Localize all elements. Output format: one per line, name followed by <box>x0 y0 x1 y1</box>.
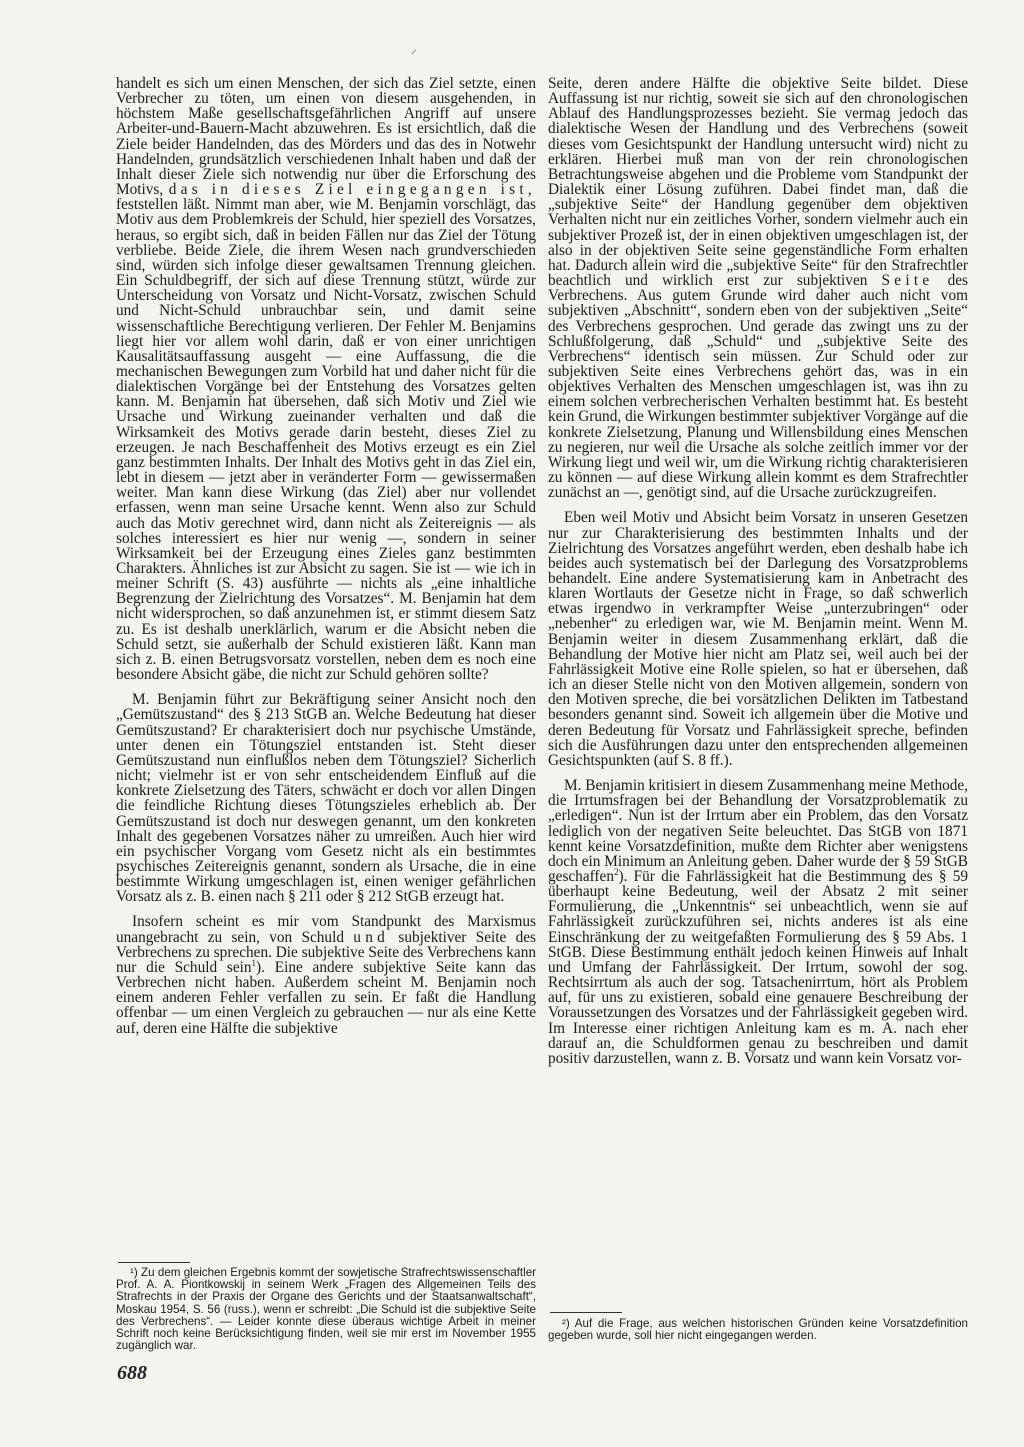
footnote-1 <box>116 1267 536 1352</box>
text-run: feststellen läßt. Nimmt man aber, wie M. Benjamin vorschlägt, das Motiv aus dem Problemkreis der Schuld, hier speziell des Vorsatzes, heraus, so ergibt sich, daß in beiden Fällen nur das Ziel der Tötung verbliebe. Beide Ziele, die ihrem Wesen nach grundverschieden sind, würden sich infolge dieser gewaltsamen Trennung gleichen. Ein Schuldbegriff, der sich auf diese Trennung stützt, würde zur Unterscheidung von Vorsatz und Nicht-Vorsatz, zwischen Schuld und Nicht-Schuld unbrauchbar sein, und damit seine wissenschaftliche Berechtigung verlieren. Der Fehler M. Benjamins liegt hier vor allem wohl darin, daß er von einer unrichtigen Kausalitätsauffassung ausgeht — eine Auffassung, die die mechanischen Bewegungen zum Vorbild hat und daher nicht für die dialektischen Vorgänge bei der Entstehung des Vorsatzes gelten kann. M. Benjamin hat übersehen, daß sich Motiv und Ziel wie Ursache und Wirkung zueinander verhalten und daß die Wirksamkeit des Motivs gerade darin besteht, dieses Ziel zu erzeugen. Je nach Beschaffenheit des Motivs erzeugt es ein Ziel ganz bestimmten Inhalts. Der Inhalt des Motivs geht in das Ziel ein, lebt in diesem — jetzt aber in veränderter Form — gewissermaßen weiter. Man kann diese Wirkung (das Ziel) aber nur vollendet erfassen, wenn man seine Ursache kennt. Wenn also zur Schuld auch das Motiv gerechnet wird, dann nicht als Zeitereignis — als solches interessiert es hier nur wenig —, sondern in seiner Wirksamkeit bei der Erzeugung eines Zieles ganz bestimmten Charakters. Ähnliches ist zur Absicht zu sagen. Sie ist — wie ich in meiner Schrift (S. 43) ausführte — nichts als „eine inhaltliche Begrenzung der Zielrichtung des Vorsatzes“. M. Benjamin hat dem nicht widersprochen, so daß anzunehmen ist, er stimmt diesem Satz zu. Es ist deshalb unerklärlich, warum er die Absicht neben die Schuld setzt, sie außerhalb der Schuld existieren läßt. Kann man sich z. B. einen Betrugsvorsatz vorstellen, neben dem es noch eine besondere Absicht gäbe, die nicht zur Schuld gehören sollte? <box>116 196 536 684</box>
paragraph: Eben weil Motiv und Absicht beim Vorsatz in unseren Gesetzen nur zur Charakterisierung des bestimmten Inhalts und der Zielrichtung des Vorsatzes angeführt werden, eben deshalb habe ich beides auch systematisch bei der Darlegung des Vorsatzproblems behandelt. Eine andere Systematisierung kam in Anbetracht des klaren Wortlauts der Gesetze nicht in Frage, so daß schwerlich etwas irgendwo in verkrampfter Weise „unterzubringen“ oder „nebenher“ zu erledigen war, wie M. Benjamin meint. Wenn M. Benjamin weiter in diesem Zusammenhang erklärt, daß die Behandlung der Motive hier nicht am Platz sei, weil auch bei der Fahrlässigkeit Motive eine Rolle spielen, so hat er übersehen, daß ich an dieser Stelle nicht von den Motiven allgemein, sondern von den Motiven spreche, die bei vorsätzlichen Delikten im Tatbestand besonders genannt sind. Soweit ich allgemein über die Motive und deren Bedeutung für Vorsatz und Fahrlässigkeit spreche, befinden sich die Ausführungen dazu unter den entsprechenden allgemeinen Gesichtspunkten (auf S. 8 ff.). <box>548 509 968 769</box>
paragraph <box>548 76 968 500</box>
right-column <box>548 76 968 1076</box>
footnote-rule <box>550 1312 622 1313</box>
paragraph <box>116 76 536 682</box>
ink-mark: ⸝ <box>411 42 418 56</box>
paragraph: M. Benjamin führt zur Bekräftigung seiner Ansicht noch den „Gemütszustand“ des § 213 StGB an. Welche Bedeutung hat dieser Gemütszustand? Er charakterisiert doch nur psychische Umstände, unter denen ein Tötungsziel entstanden ist. Steht dieser Gemütszustand nun einflußlos neben dem Tötungsziel? Sicherlich nicht; vielmehr ist er von sehr entscheidendem Einfluß auf die konkrete Zielsetzung des Täters, schwächt er doch vor allen Dingen die feindliche Richtung dieses Tötungszieles erheblich ab. Der Gemütszustand ist doch nur deswegen genannt, um den konkreten Inhalt des gegebenen Vorsatzes näher zu umreißen. Auch hier wird ein psychischer Vorgang vom Gesetz nicht als ein bestimmtes psychisches Zeitereignis genannt, sondern als Ursache, die in eine bestimmte Wirkung umgeschlagen ist, einen weniger gefährlichen Vorsatz als z. B. einen nach § 211 oder § 212 StGB erzeugt hat. <box>116 691 536 906</box>
paragraph <box>548 778 968 1066</box>
page-number: 688 <box>117 1362 147 1384</box>
footnote-rule <box>118 1262 190 1263</box>
footnote-text: ¹) Zu dem gleichen Ergebnis kommt der sowjetische Strafrechtswissenschaftler Prof. A. A. Piontkowskij in seinem Werk „Fragen des Allgemeinen Teils des Strafrechts in der Praxis der Organe des Gerichts und der Staatsanwaltschaft“, Moskau 1954, S. 56 (russ.), wenn er schreibt: „Die Schuld ist die subjektive Seite des Verbrechens“. — Leider konnte diese überaus wichtige Arbeit in meiner Schrift noch keine Berücksichtigung finden, weil sie mir erst im November 1955 zugänglich war. <box>116 1266 536 1353</box>
text-run: Seite, deren andere Hälfte die objektive Seite bildet. Diese Auffassung ist nur richtig, soweit sie sich auf den chronologischen Ablauf des Handlungsprozesses bezieht. Sie vermag jedoch das dialektische Wesen der Handlung und des Verbrechens (soweit dieses vom Gesichtspunkt der Handlung untersucht wird) nicht zu erklären. Hierbei muß man von der rein chronologischen Betrachtungsweise abgehen und die Probleme vom Standpunkt der Dialektik einer Lösung zuführen. Dabei findet man, daß die „subjektive Seite“ der Handlung gegenüber dem objektiven Verhalten nicht nur ein zeitliches Vorher, sondern vielmehr auch ein subjektiver Prozeß ist, der in einen objektiven umgeschlagen ist, der also in der objektiven Seite seine gegenständliche Form erhalten hat. Dadurch allein wird die „subjektive Seite“ für den Strafrechtler beachtlich und wirklich erst zur subjektiven <box>548 75 968 290</box>
spaced-emphasis: Seite <box>881 272 934 290</box>
text-run: ). Für die Fahrlässigkeit hat die Bestimmung des § 59 überhaupt keine Bedeutung, weil der Absatz 2 mit seiner Formulierung, die „Unkenntnis“ sei unbeachtlich, wenn sie auf Fahrlässigkeit zurückzuführen sei, nichts anderes ist als eine Einschränkung der zu weitgefaßten Formulierung des § 59 Abs. 1 StGB. Diese Bestimmung enthält jedoch keinen Hinweis auf Inhalt und Umfang der Fahrlässigkeit. Der Irrtum, sowohl der sog. Rechtsirrtum als auch der sog. Tatsachenirrtum, hört als Problem auf, für uns zu existieren, sobald eine genauere Beschreibung der Voraussetzungen des Vorsatzes und der Fahrlässigkeit gegeben wird. Im Interesse einer richtigen Anleitung kam es m. A. nach eher darauf an, die Schuldformen genau zu beschreiben und damit positiv darzustellen, wann z. B. Vorsatz und wann kein Vorsatz vor- <box>548 867 968 1067</box>
text-run: des Verbrechens. Aus gutem Grunde wird daher auch nicht vom subjektiven „Abschnitt“, sondern eben von der subjektiven „Seite“ des Verbrechens gesprochen. Und gerade das zwingt uns zu der Schlußfolgerung, daß „Schuld“ und „subjektive Seite des Verbrechens“ identisch sein müssen. Zur Schuld oder zur subjektiven Seite eines Verbrechens gehört das, was in ein objektives Verhalten des Menschen umgeschlagen ist, was ihn zu einem solchen verbrecherischen Verhalten bestimmt hat. Es besteht kein Grund, die Wirkungen bestimmter subjektiver Vorgänge auf die konkrete Zielsetzung, Planung und Willensbildung eines Menschen zu negieren, nur weil die Ursache als solche zeitlich immer vor der Wirkung liegt und weil wir, um die Wirkung richtig charakterisieren zu können — auf diese Wirkung allein kommt es dem Strafrechtler zunächst an —, genötigt sind, auf die Ursache zurückzugreifen. <box>548 272 968 502</box>
spaced-emphasis: und <box>353 928 390 946</box>
text-run: ). Eine andere subjektive Seite kann das Verbrechen nicht haben. Außerdem scheint M. Benjamin noch einem anderen Fehler verfallen zu sein. Er faßt die Handlung offenbar — um einen Vergleich zu gebrauchen — nur als eine Kette auf, deren eine Hälfte die subjektive <box>116 958 536 1037</box>
left-column <box>116 76 536 1046</box>
footnote-text: ²) Auf die Frage, aus welchen historischen Gründen keine Vorsatzdefinition gegeben wurde, soll hier nicht eingegangen werden. <box>548 1317 968 1343</box>
footnote-ref: 2 <box>613 866 619 877</box>
footnote-ref: 1 <box>251 957 257 968</box>
text-run: handelt es sich um einen Menschen, der sich das Ziel setzte, einen Verbrecher zu töten, um einen von diesem ausgehenden, in höchstem Maße gesellschaftsgefährlichen Angriff auf unsere Arbeiter-und-Bauern-Macht abzuwehren. Es ist ersichtlich, daß die Ziele beider Handelnden, das des Mörders und das des in Notwehr Handelnden, grundsätzlich verschiedenen Inhalt haben und daß der Inhalt dieser Ziele sich notwendig nur über die Erforschung des Motivs, <box>116 75 536 199</box>
footnote-2 <box>548 1318 968 1342</box>
text-run: M. Benjamin kritisiert in diesem Zusammenhang meine Methode, die Irrtumsfragen bei der Behandlung der Vorsatzproblematik zu „erledigen“. Nun ist der Irrtum aber ein Problem, das den Vorsatz lediglich von der negativen Seite beleuchtet. Das StGB von 1871 kennt keine Vorsatzdefinition, mußte dem Richter aber wenigstens doch ein Minimum an Anleitung geben. Daher wurde der § 59 StGB geschaffen <box>548 777 969 885</box>
paragraph <box>116 914 536 1035</box>
text-run: Insofern scheint es mir vom Standpunkt des Marxismus unangebracht zu sein, von Schuld <box>116 913 536 946</box>
text-run: subjektiver Seite des Verbrechens zu sprechen. Die subjektive Seite des Verbrechens kann nur die Schuld sein <box>116 928 536 976</box>
spaced-emphasis: das in dieses Ziel eingegangen ist, <box>168 181 536 199</box>
